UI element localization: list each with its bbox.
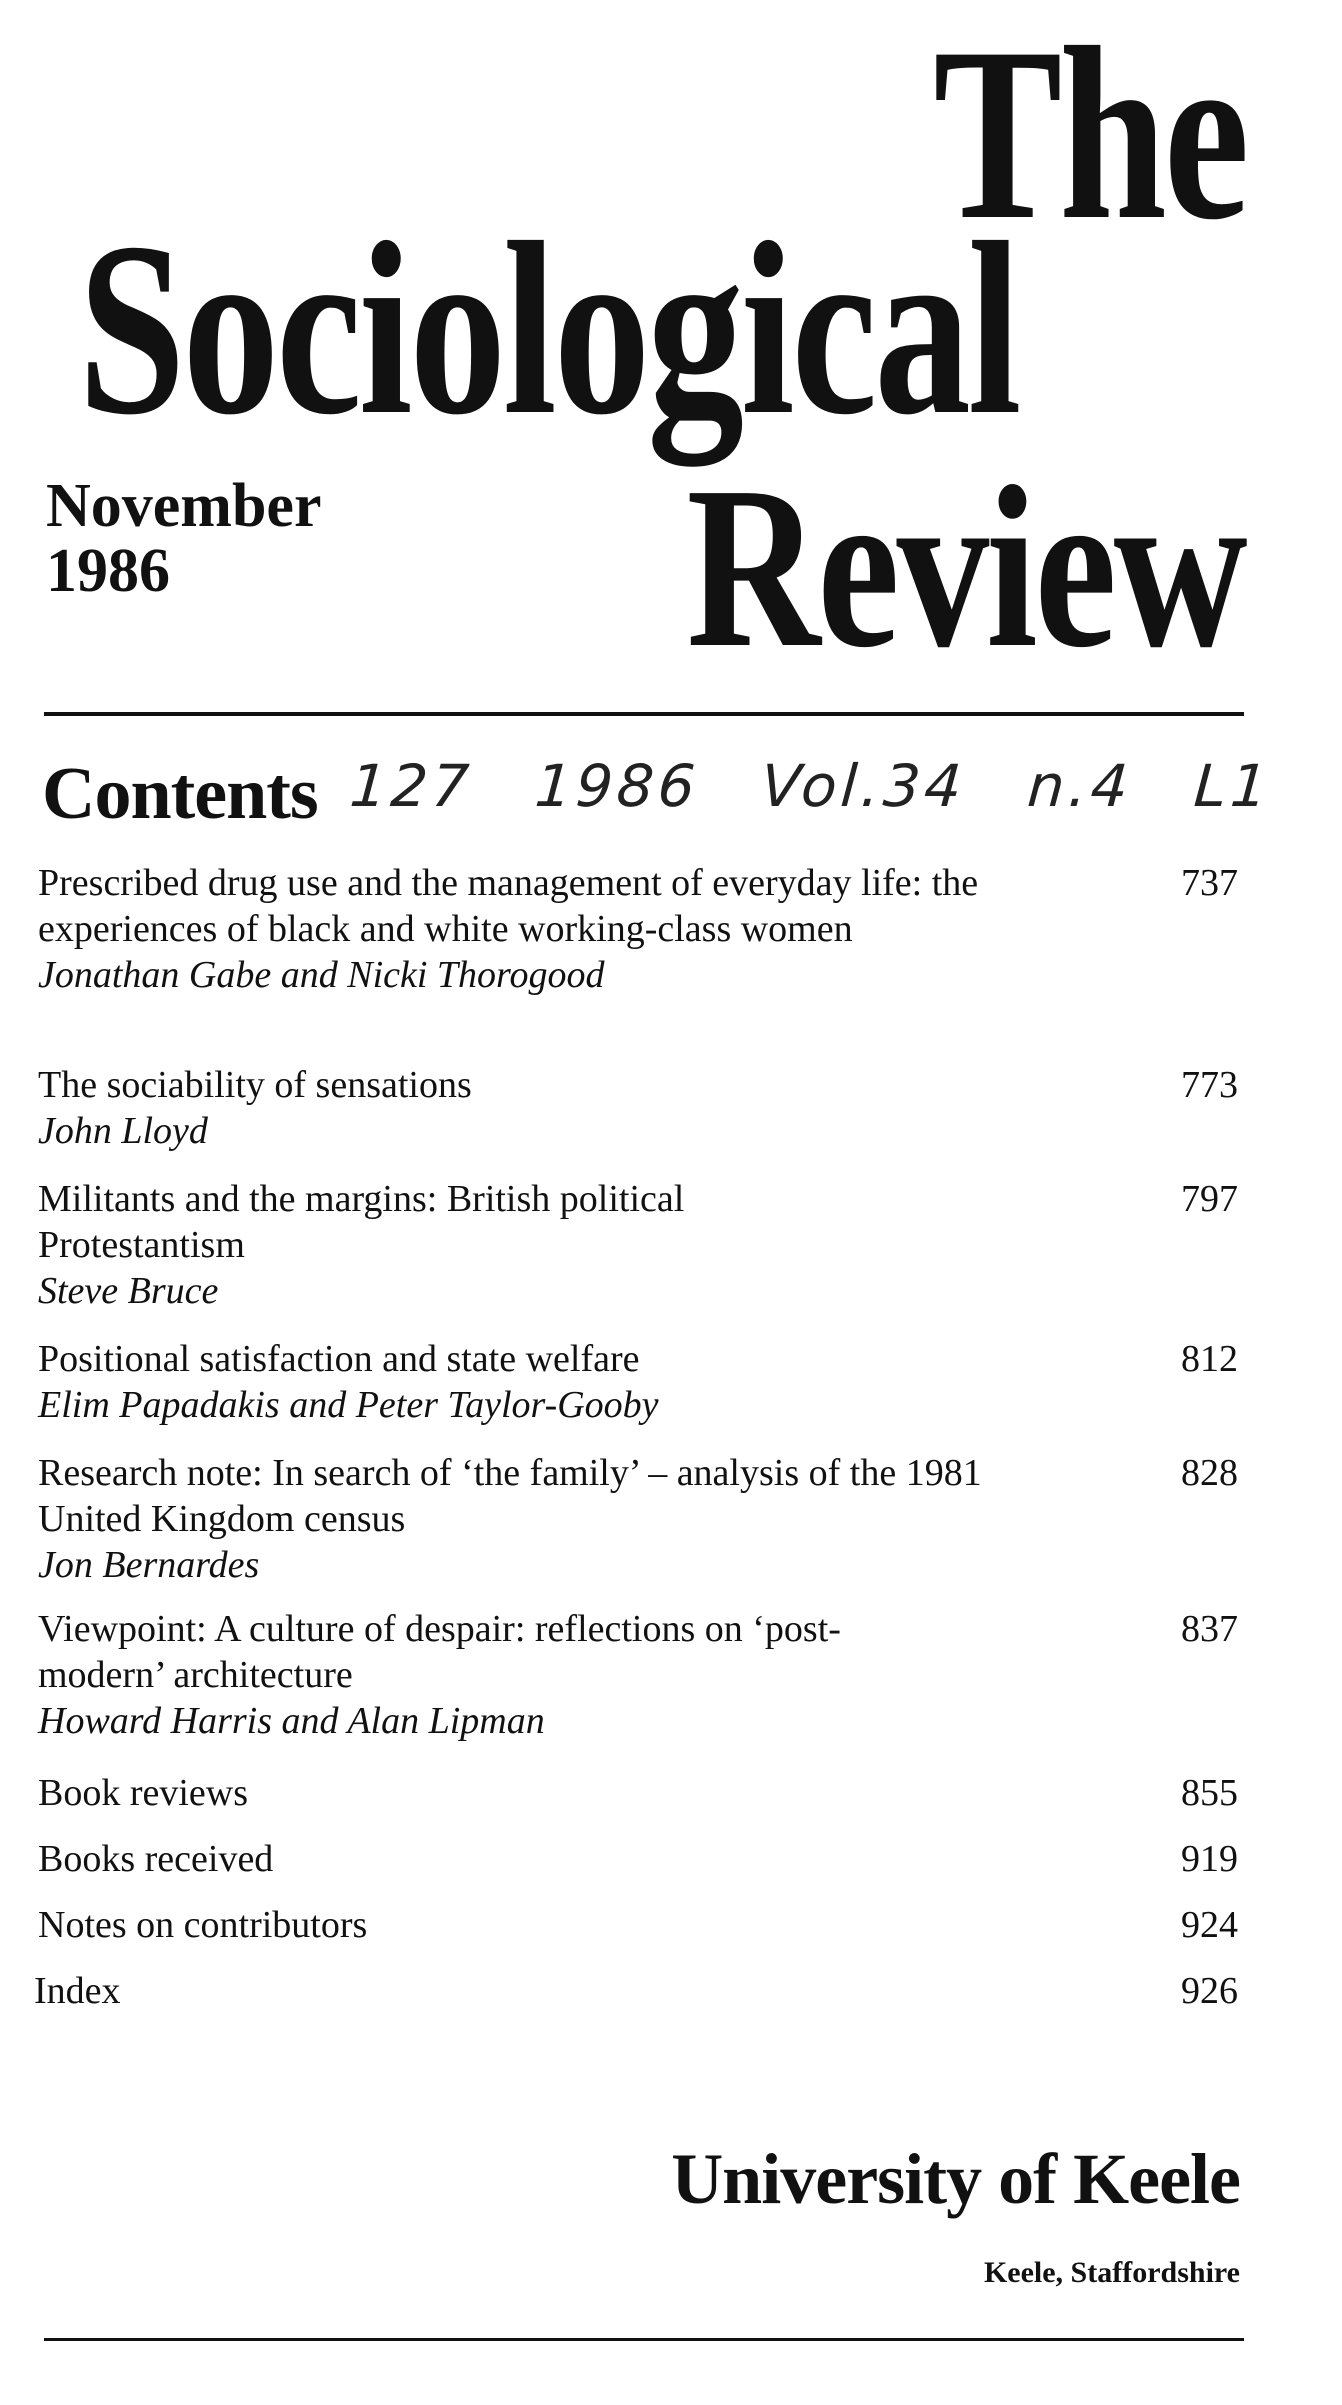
issue-year: 1986 (46, 537, 170, 606)
toc-entry-authors: Jon Bernardes (38, 1544, 260, 1586)
issue-month: November (46, 472, 322, 540)
bottom-divider (44, 2338, 1244, 2341)
toc-entry (38, 1606, 1238, 1744)
toc-entry-page: 812 (1181, 1338, 1238, 1380)
toc-entry (38, 1176, 1238, 1314)
toc-entry-authors: Steve Bruce (38, 1270, 219, 1312)
issue-date (46, 474, 321, 604)
toc-entry-title: Militants and the margins: British political Protestantism (38, 1178, 685, 1266)
contents-heading: Contents (42, 753, 318, 835)
toc-entry-page: 837 (1181, 1608, 1238, 1650)
toc-entry-page: 926 (1181, 1970, 1238, 2012)
publisher-name: University of Keele (671, 2139, 1240, 2219)
toc-entry-authors: Elim Papadakis and Peter Taylor-Gooby (38, 1384, 659, 1426)
toc-entry-title: Research note: In search of ‘the family’ – analysis of the 1981 United Kingdom census (38, 1452, 982, 1540)
toc-entry (38, 860, 1238, 998)
handwritten-annotation: 127 1986 Vol.34 n.4 L1 (347, 752, 1274, 820)
toc-entry-title: The sociability of sensations (38, 1064, 472, 1106)
toc-entry-page: 919 (1181, 1838, 1238, 1880)
toc-entry-title: Positional satisfaction and state welfare (38, 1338, 640, 1380)
toc-entry-page: 855 (1181, 1772, 1238, 1814)
toc-entry (38, 1902, 1238, 1948)
toc-entry-authors: Howard Harris and Alan Lipman (38, 1700, 545, 1742)
toc-entry-title: Notes on contributors (38, 1904, 368, 1946)
toc-entry-authors: Jonathan Gabe and Nicki Thorogood (38, 954, 605, 996)
toc-entry-title: Books received (38, 1838, 274, 1880)
toc-entry (34, 1968, 1238, 2014)
journal-title-sociological: Sociological (78, 191, 1019, 466)
toc-entry-page: 773 (1181, 1064, 1238, 1106)
toc-entry-title: Viewpoint: A culture of despair: reflections on ‘post-modern’ architecture (38, 1608, 841, 1696)
journal-title-the: The (932, 0, 1246, 271)
toc-entry-page: 924 (1181, 1904, 1238, 1946)
toc-entry-page: 797 (1181, 1178, 1238, 1220)
toc-entry (38, 1770, 1238, 1816)
toc-entry-title: Prescribed drug use and the management of everyday life: the experiences of black and white working-class women (38, 862, 979, 950)
toc-entry (38, 1836, 1238, 1882)
toc-entry-page: 737 (1181, 862, 1238, 904)
toc-entry (38, 1062, 1238, 1154)
publisher-location: Keele, Staffordshire (983, 2256, 1240, 2289)
toc-entry-authors: John Lloyd (38, 1110, 208, 1152)
toc-entry-title: Book reviews (38, 1772, 249, 1814)
toc-entry-title: Index (34, 1970, 121, 2012)
toc-entry-page: 828 (1181, 1452, 1238, 1494)
toc-entry (38, 1336, 1238, 1428)
top-divider (44, 712, 1244, 716)
toc-entry (38, 1450, 1238, 1588)
journal-title-review: Review (686, 439, 1244, 696)
